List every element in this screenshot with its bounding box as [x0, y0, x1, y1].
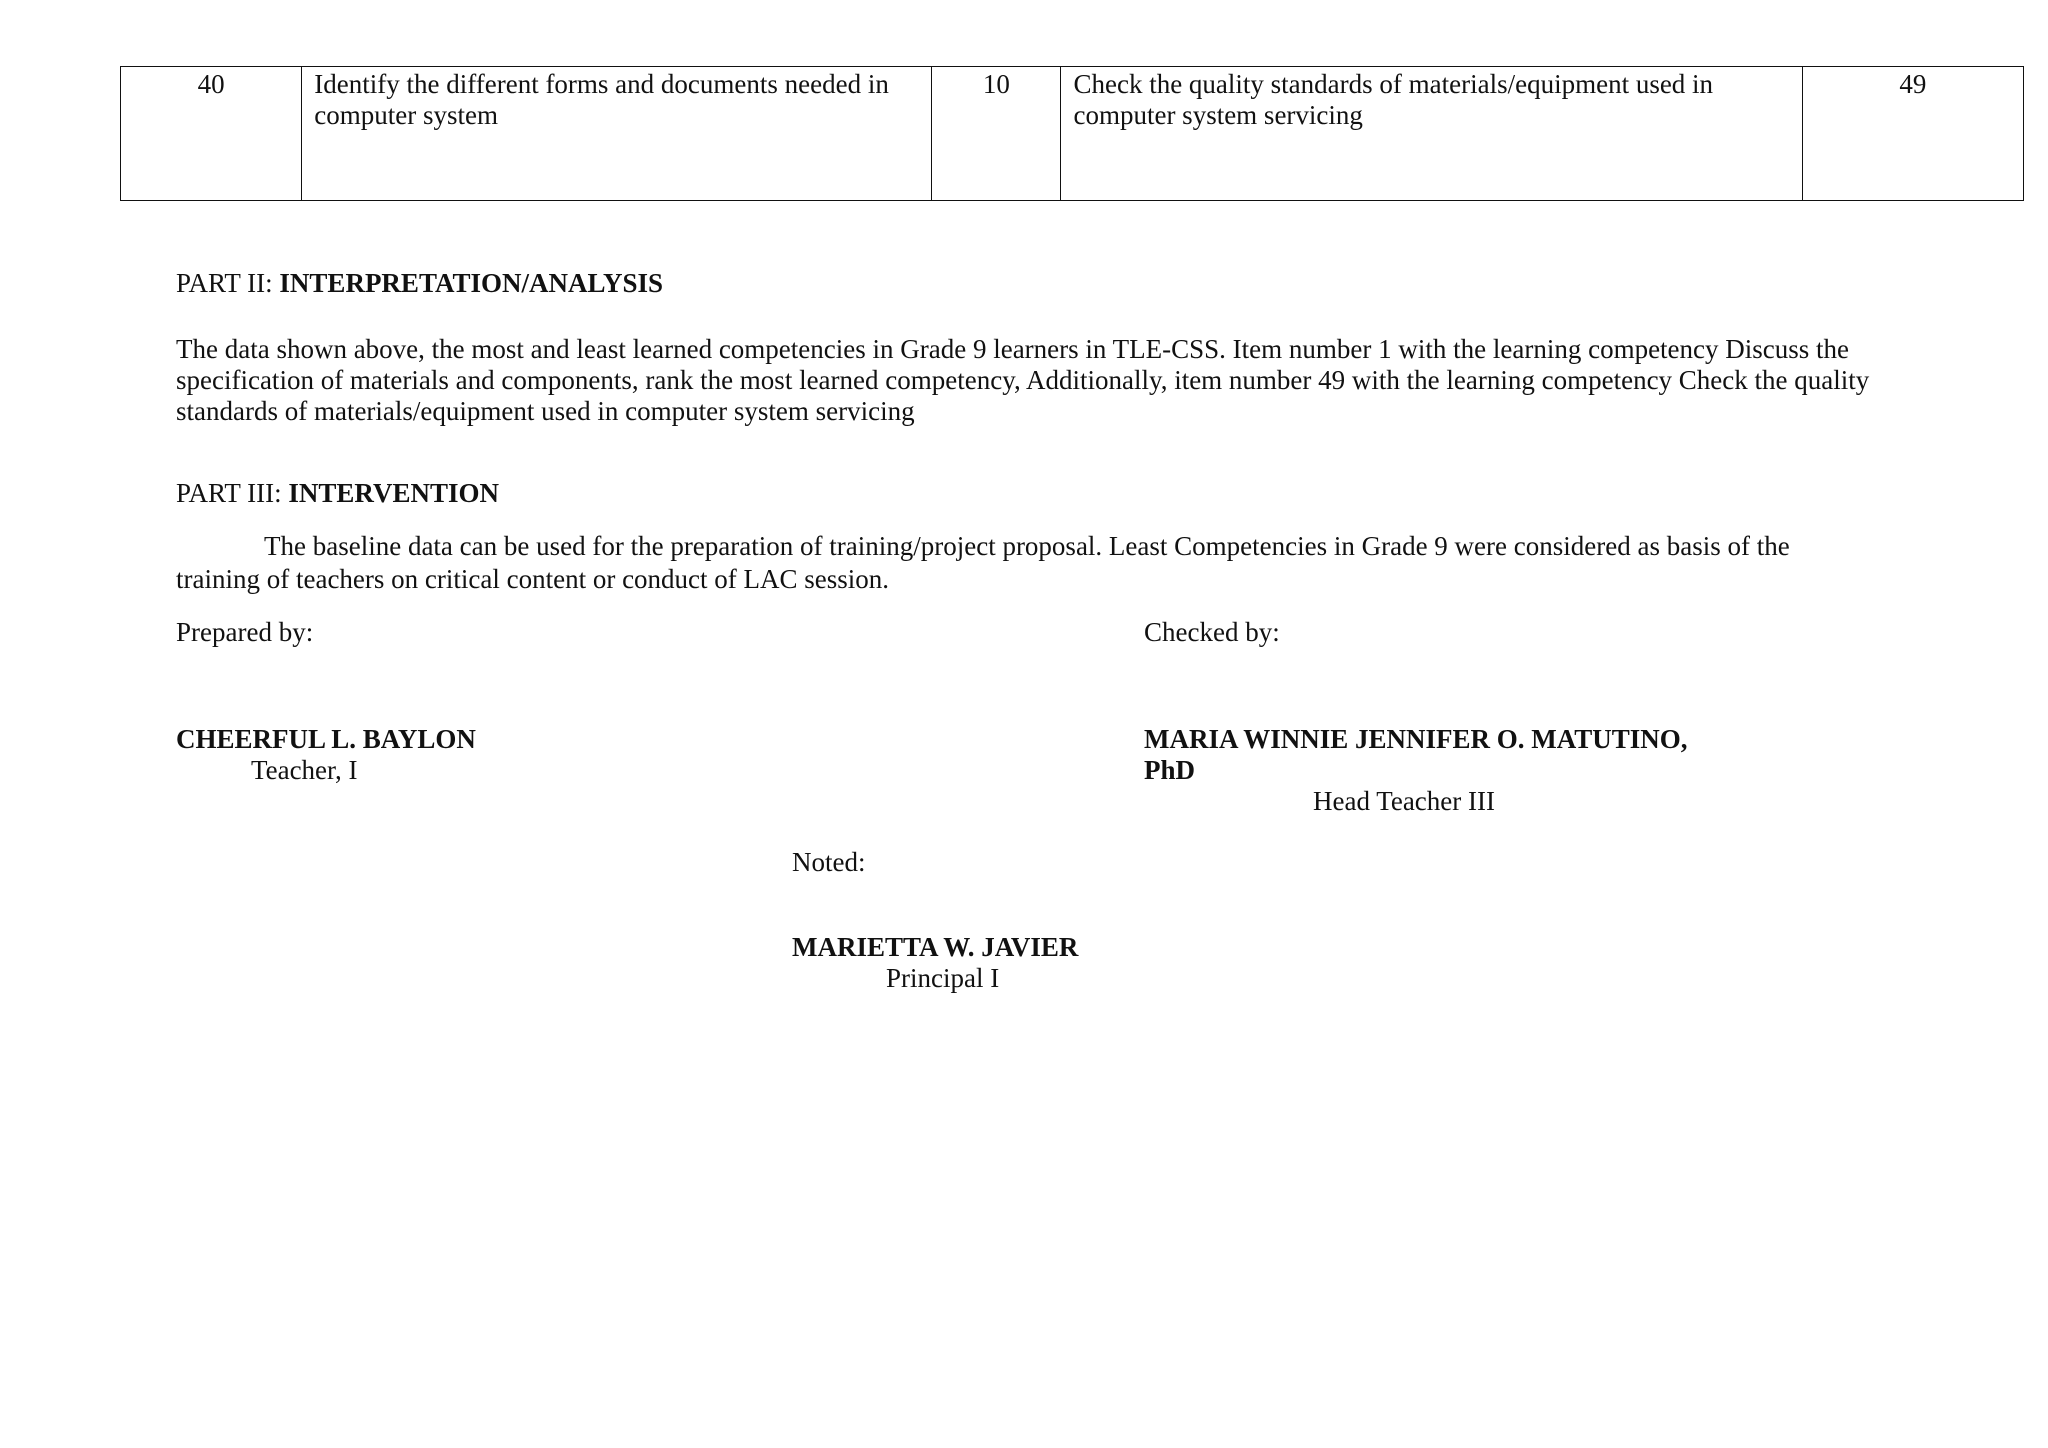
- checked-title: Head Teacher III: [1313, 786, 1495, 816]
- competency-table: [120, 66, 2024, 201]
- item-number-cell-2: 49: [1802, 67, 2023, 201]
- part3-title: INTERVENTION: [288, 478, 500, 508]
- prepared-by-label: Prepared by:: [176, 617, 314, 647]
- noted-title: Principal I: [886, 963, 1000, 993]
- part2-prefix: PART II:: [176, 268, 280, 298]
- part3-prefix: PART III:: [176, 478, 289, 508]
- count-cell: 10: [932, 67, 1061, 201]
- noted-signatory: [792, 932, 1092, 994]
- noted-label: Noted:: [792, 847, 866, 877]
- part2-title: INTERPRETATION/ANALYSIS: [279, 268, 664, 298]
- prepared-name: CHEERFUL L. BAYLON: [176, 724, 476, 754]
- prepared-title: Teacher, I: [251, 755, 358, 785]
- checked-signatory: [1144, 724, 1744, 817]
- prepared-signatory: [176, 724, 476, 786]
- table-row: [121, 67, 2024, 201]
- competency-cell: Identify the different forms and documents needed in computer system: [302, 67, 932, 201]
- competency-cell-2: Check the quality standards of materials/equipment used in computer system servicing: [1061, 67, 1802, 201]
- checked-by-label: Checked by:: [1144, 617, 1280, 647]
- part2-heading: [176, 268, 663, 299]
- part3-heading: [176, 478, 499, 509]
- analysis-paragraph: The data shown above, the most and least learned competencies in Grade 9 learners in TLE-CSS. Item number 1 with the learning competency Discuss the specification of materials and components, rank the most learned competency, Additionally, item number 49 with the learning competency Check the quality standards of materials/equipment used in computer system servicing: [176, 334, 1870, 426]
- item-number-cell: 40: [121, 67, 302, 201]
- intervention-paragraph: The baseline data can be used for the preparation of training/project proposal. Least Competencies in Grade 9 were considered as basis of the training of teachers on critical content or conduct of LAC session.: [176, 531, 1790, 594]
- checked-name: MARIA WINNIE JENNIFER O. MATUTINO, PhD: [1144, 724, 1688, 785]
- noted-name: MARIETTA W. JAVIER: [792, 932, 1079, 962]
